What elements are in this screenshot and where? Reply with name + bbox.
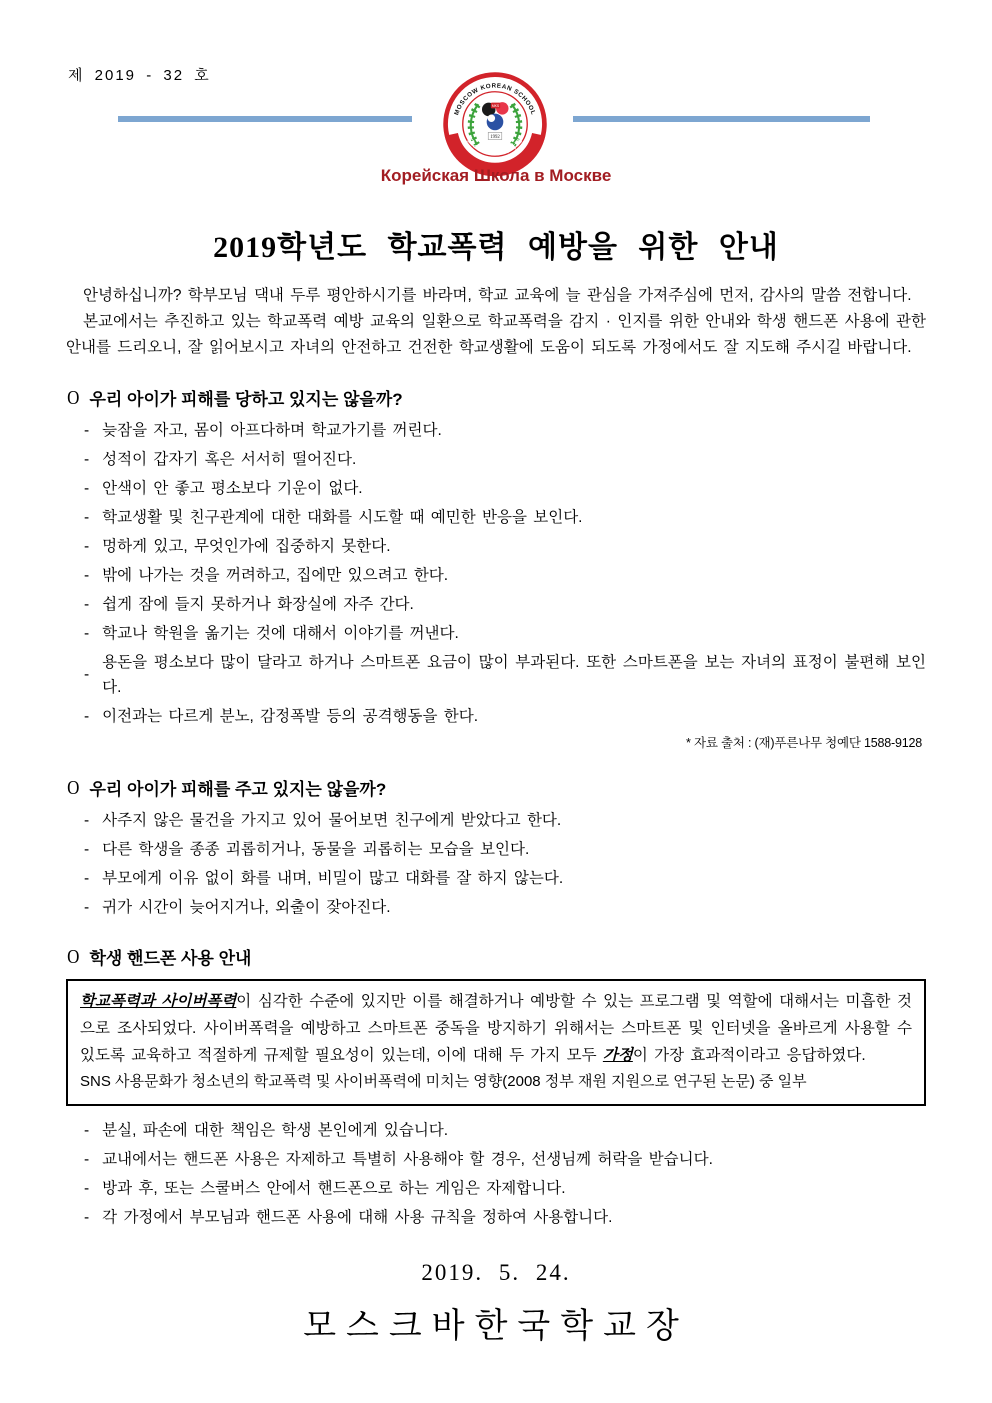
dash-icon: - <box>84 898 90 916</box>
list-item: - 분실, 파손에 대한 책임은 학생 본인에게 있습니다. <box>84 1121 449 1139</box>
dash-icon: - <box>84 566 90 584</box>
section-heading-perpetrator <box>66 775 926 800</box>
svg-text:모스크바한국학교: 모스크바한국학교 <box>465 136 525 157</box>
dash-icon: - <box>84 421 90 439</box>
list-item: - 안색이 안 좋고 평소보다 기운이 없다. <box>84 479 363 497</box>
header-rule-right <box>573 116 870 122</box>
school-logo <box>443 72 547 176</box>
dash-icon: - <box>84 1179 90 1197</box>
circle-marker-icon: O <box>67 386 80 409</box>
dash-icon: - <box>84 1150 90 1168</box>
list-item: - 부모에게 이유 없이 화를 내며, 비밀이 많고 대화를 잘 하지 않는다. <box>84 869 564 887</box>
list-item: - 교내에서는 핸드폰 사용은 자제하고 특별히 사용해야 할 경우, 선생님께 허락을 받습니다. <box>84 1150 713 1168</box>
quote-text: 학교폭력과 사이버폭력이 심각한 수준에 있지만 이를 해결하거나 예방할 수 있는 프로그램 및 역할에 대해서는 미흡한 것으로 조사되었다. 사이버폭력을 예방하고 스마트폰 중독을 방지하기 위해서는 스마트폰 및 인터넷을 올바르게 사용할 수 있도록 교육하고 적절하게 규제할 필요성이 있는데, 이에 대해 두 가지 모두 가정이 가장 효과적이라고 응답하였다. <box>80 993 912 1064</box>
source-citation: * 자료 출처 : (재)푸른나무 청예단 1588-9128 <box>686 736 922 750</box>
svg-text:1992: 1992 <box>490 134 500 140</box>
section-heading-victim <box>66 385 926 410</box>
page-title: 2019학년도 학교폭력 예방을 위한 안내 <box>213 231 779 264</box>
perpetrator-signs-list <box>66 808 926 920</box>
dash-icon: - <box>84 666 90 683</box>
dash-icon: - <box>84 537 90 555</box>
circle-marker-icon: O <box>67 945 80 968</box>
list-item: - 각 가정에서 부모님과 핸드폰 사용에 대해 사용 규칙을 정하여 사용합니다. <box>84 1208 613 1226</box>
list-item: - 용돈을 평소보다 많이 달라고 하거나 스마트폰 요금이 많이 부과된다. 또한 스마트폰을 보는 자녀의 표정이 불편해 보인다. <box>84 654 926 696</box>
document-body <box>66 283 926 1347</box>
list-item: - 성적이 갑자기 혹은 서서히 떨어진다. <box>84 450 357 468</box>
phone-rules-list <box>66 1118 926 1230</box>
list-item: - 학교나 학원을 옮기는 것에 대해서 이야기를 꺼낸다. <box>84 624 459 642</box>
list-item: - 학교생활 및 친구관계에 대한 대화를 시도할 때 예민한 반응을 보인다. <box>84 508 583 526</box>
quote-source-note: SNS 사용문화가 청소년의 학교폭력 및 사이버폭력에 미치는 영향(2008 정부 재원 지원으로 연구된 논문) 중 일부 <box>80 1073 807 1090</box>
dash-icon: - <box>84 811 90 829</box>
quote-emphasis: 가정 <box>602 1047 633 1064</box>
dash-icon: - <box>84 1208 90 1226</box>
section-heading-text: 우리 아이가 피해를 주고 있지는 않을까? <box>89 780 387 799</box>
section-heading-text: 학생 핸드폰 사용 안내 <box>89 949 252 968</box>
dash-icon: - <box>84 707 90 725</box>
list-item: - 다른 학생을 종종 괴롭히거나, 동물을 괴롭히는 모습을 보인다. <box>84 840 530 858</box>
victim-signs-list <box>66 418 926 729</box>
list-item: - 방과 후, 또는 스쿨버스 안에서 핸드폰으로 하는 게임은 자제합니다. <box>84 1179 566 1197</box>
dash-icon: - <box>84 1121 90 1139</box>
quote-lead-emphasis: 학교폭력과 사이버폭력 <box>80 993 237 1010</box>
circle-marker-icon: O <box>67 776 80 799</box>
school-emblem-icon <box>443 72 547 176</box>
dash-icon: - <box>84 595 90 613</box>
document-number: 제 2019 - 32 호 <box>68 67 211 84</box>
dash-icon: - <box>84 869 90 887</box>
dash-icon: - <box>84 624 90 642</box>
research-quote-box <box>66 979 926 1106</box>
dash-icon: - <box>84 479 90 497</box>
list-item: - 쉽게 잠에 들지 못하거나 화장실에 자주 간다. <box>84 595 414 613</box>
section-heading-phone <box>66 944 926 969</box>
school-name-russian: Корейская Школа в Москве <box>380 166 612 185</box>
list-item: - 밖에 나가는 것을 꺼려하고, 집에만 있으려고 한다. <box>84 566 449 584</box>
svg-text:MOSCOW KOREAN SCHOOL: MOSCOW KOREAN SCHOOL <box>453 82 537 117</box>
list-item: - 이전과는 다르게 분노, 감정폭발 등의 공격행동을 한다. <box>84 707 479 725</box>
dash-icon: - <box>84 508 90 526</box>
dash-icon: - <box>84 450 90 468</box>
section-heading-text: 우리 아이가 피해를 당하고 있지는 않을까? <box>89 390 403 409</box>
document-date: 2019. 5. 24. <box>421 1260 571 1285</box>
list-item: - 멍하게 있고, 무엇인가에 집중하지 못한다. <box>84 537 391 555</box>
intro-paragraph-1: 안녕하십니까? 학부모님 댁내 두루 평안하시기를 바라며, 학교 교육에 늘 관심을 가져주심에 먼저, 감사의 말씀 전합니다. <box>83 287 912 304</box>
intro-paragraph-2: 본교에서는 추진하고 있는 학교폭력 예방 교육의 일환으로 학교폭력을 감지 · 인지를 위한 안내와 학생 핸드폰 사용에 관한 안내를 드리오니, 잘 읽어보시고 자녀의 안전하고 건전한 학교생활에 도움이 되도록 가정에서도 잘 지도해 주시길 바랍니다. <box>66 313 926 356</box>
dash-icon: - <box>84 840 90 858</box>
header-rule-left <box>118 116 412 122</box>
list-item: - 사주지 않은 물건을 가지고 있어 물어보면 친구에게 받았다고 한다. <box>84 811 562 829</box>
svg-text:MKS: MKS <box>491 104 500 109</box>
signature-principal: 모스크바한국학교장 <box>303 1308 689 1345</box>
list-item: - 늦잠을 자고, 몸이 아프다하며 학교가기를 꺼린다. <box>84 421 442 439</box>
list-item: - 귀가 시간이 늦어지거나, 외출이 잦아진다. <box>84 898 391 916</box>
